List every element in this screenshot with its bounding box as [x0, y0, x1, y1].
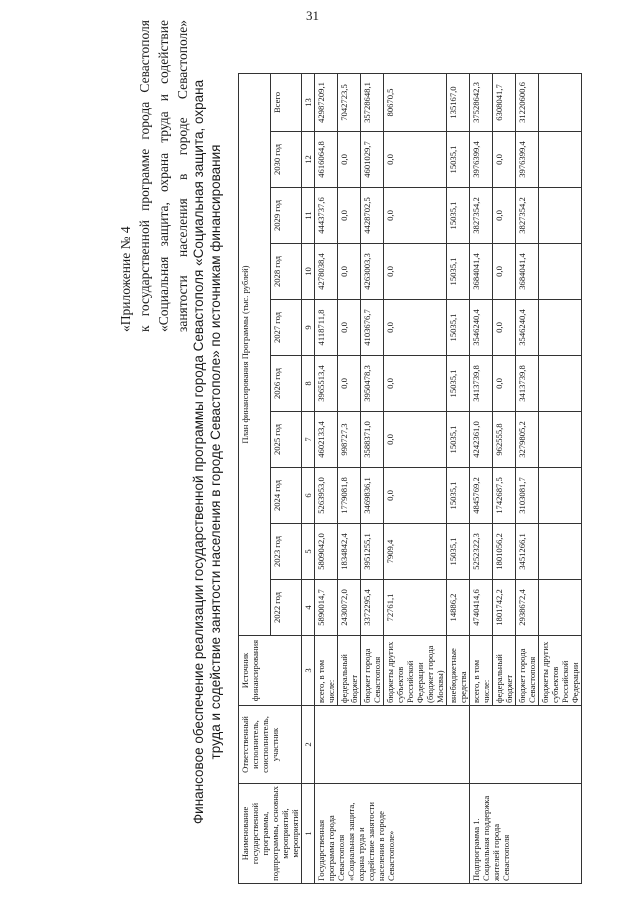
value-cell: 4278038,4 — [315, 244, 338, 300]
value-cell: 3827354,2 — [516, 188, 539, 244]
source-cell: бюджеты других субъектов Российской Федерации — [539, 636, 582, 706]
program-name-cell: Государственная программа города Севастополя «Социальная защита, охрана труда и содействие занятости населения в городе Севастополе» — [315, 784, 470, 884]
value-cell: 15035,1 — [447, 356, 470, 412]
value-cell: 0,0 — [338, 132, 361, 188]
value-cell: 5263953,0 — [315, 468, 338, 524]
value-cell: 5890014,7 — [315, 580, 338, 636]
value-cell: 0,0 — [384, 188, 447, 244]
header-plan: План финансирования Программы (тыс. рублей) — [239, 74, 271, 636]
value-cell: 3279805,2 — [516, 412, 539, 468]
value-cell: 1779081,8 — [338, 468, 361, 524]
value-cell: 0,0 — [338, 300, 361, 356]
value-cell — [539, 524, 582, 580]
value-cell: 4602133,4 — [315, 412, 338, 468]
value-cell — [539, 412, 582, 468]
value-cell: 14886,2 — [447, 580, 470, 636]
index-cell: 12 — [302, 132, 315, 188]
value-cell — [539, 356, 582, 412]
index-cell: 9 — [302, 300, 315, 356]
value-cell: 1834842,4 — [338, 524, 361, 580]
value-cell: 3546240,4 — [516, 300, 539, 356]
value-cell: 0,0 — [384, 356, 447, 412]
index-cell: 1 — [302, 784, 315, 884]
source-cell: всего, в том числе: — [470, 636, 493, 706]
value-cell: 80670,5 — [384, 74, 447, 132]
appendix-line: к государственной программе города Севастополя — [137, 20, 152, 332]
value-cell — [539, 132, 582, 188]
value-cell: 5809042,0 — [315, 524, 338, 580]
value-cell: 15035,1 — [447, 524, 470, 580]
value-cell: 4428702,5 — [361, 188, 384, 244]
financing-table — [238, 73, 582, 884]
value-cell: 3413739,8 — [516, 356, 539, 412]
value-cell — [539, 244, 582, 300]
value-cell: 3684041,4 — [470, 244, 493, 300]
value-cell: 962555,8 — [493, 412, 516, 468]
index-cell: 7 — [302, 412, 315, 468]
value-cell: 3684041,4 — [516, 244, 539, 300]
value-cell: 3372295,4 — [361, 580, 384, 636]
rotated-sheet — [16, 12, 628, 892]
value-cell: 0,0 — [493, 356, 516, 412]
value-cell: 998727,3 — [338, 412, 361, 468]
value-cell: 0,0 — [338, 188, 361, 244]
value-cell: 0,0 — [338, 356, 361, 412]
value-cell: 4740414,6 — [470, 580, 493, 636]
value-cell: 4242361,0 — [470, 412, 493, 468]
heading-line-2: труда и содействие занятости населения в городе Севастополе» по источникам финансирования — [208, 144, 223, 760]
table-row — [315, 74, 338, 884]
index-cell: 8 — [302, 356, 315, 412]
header-name: Наименование государственной программы, подпрограммы, основных мероприятий, мероприятий — [239, 784, 302, 884]
value-cell: 3546240,4 — [470, 300, 493, 356]
document-heading — [190, 22, 224, 882]
header-year: 2025 год — [270, 412, 302, 468]
value-cell: 4443737,6 — [315, 188, 338, 244]
source-cell: бюджет города Севастополя — [516, 636, 539, 706]
value-cell: 15035,1 — [447, 468, 470, 524]
index-row — [302, 74, 315, 884]
value-cell: 0,0 — [493, 132, 516, 188]
value-cell: 5252322,3 — [470, 524, 493, 580]
value-cell: 31220600,6 — [516, 74, 539, 132]
index-cell: 5 — [302, 524, 315, 580]
value-cell: 4616064,8 — [315, 132, 338, 188]
index-cell: 4 — [302, 580, 315, 636]
value-cell: 0,0 — [493, 244, 516, 300]
value-cell: 3469836,1 — [361, 468, 384, 524]
value-cell: 3451266,1 — [516, 524, 539, 580]
header-executor: Ответственный исполнитель, соисполнитель, участник — [239, 706, 302, 784]
value-cell: 3951255,1 — [361, 524, 384, 580]
value-cell: 35728648,1 — [361, 74, 384, 132]
header-source: Источник финансирования — [239, 636, 302, 706]
heading-line-1: Финансовое обеспечение реализации государственной программы города Севастополя «Социальная защита, охрана — [191, 79, 206, 825]
value-cell: 3588371,0 — [361, 412, 384, 468]
value-cell: 1801056,2 — [493, 524, 516, 580]
value-cell: 135167,0 — [447, 74, 470, 132]
value-cell: 4118711,8 — [315, 300, 338, 356]
value-cell: 0,0 — [384, 300, 447, 356]
appendix-line: «Социальная защита, охрана труда и содействие — [156, 20, 171, 332]
value-cell: 0,0 — [338, 244, 361, 300]
value-cell: 3103081,7 — [516, 468, 539, 524]
index-cell: 6 — [302, 468, 315, 524]
header-year: 2027 год — [270, 300, 302, 356]
appendix-line: занятости населения в городе Севастополе» — [175, 20, 190, 332]
value-cell: 6308041,7 — [493, 74, 516, 132]
value-cell: 0,0 — [384, 468, 447, 524]
value-cell: 3413739,8 — [470, 356, 493, 412]
value-cell — [539, 188, 582, 244]
value-cell: 2430072,0 — [338, 580, 361, 636]
value-cell: 0,0 — [384, 244, 447, 300]
value-cell: 0,0 — [493, 188, 516, 244]
program-name-cell: Подпрограмма 1. Социальная поддержка жителей города Севастополя — [470, 784, 582, 884]
value-cell: 4103676,7 — [361, 300, 384, 356]
value-cell: 7909,4 — [384, 524, 447, 580]
header-year: 2023 год — [270, 524, 302, 580]
value-cell: 37528642,3 — [470, 74, 493, 132]
value-cell: 7042723,5 — [338, 74, 361, 132]
value-cell: 3976399,4 — [470, 132, 493, 188]
value-cell: 15035,1 — [447, 244, 470, 300]
value-cell: 0,0 — [384, 412, 447, 468]
header-year: 2026 год — [270, 356, 302, 412]
value-cell: 72761,1 — [384, 580, 447, 636]
header-year: 2022 год — [270, 580, 302, 636]
header-year: 2030 год — [270, 132, 302, 188]
value-cell: 4601029,7 — [361, 132, 384, 188]
source-cell: бюджеты других субъектов Российской Федерации (бюджет города Москвы) — [384, 636, 447, 706]
source-cell: внебюджетные средства — [447, 636, 470, 706]
source-cell: бюджет города Севастополя — [361, 636, 384, 706]
value-cell — [539, 300, 582, 356]
value-cell: 0,0 — [384, 132, 447, 188]
value-cell: 15035,1 — [447, 188, 470, 244]
value-cell: 15035,1 — [447, 300, 470, 356]
value-cell: 2938672,4 — [516, 580, 539, 636]
value-cell: 4263003,3 — [361, 244, 384, 300]
appendix-block — [116, 20, 192, 332]
value-cell — [539, 468, 582, 524]
value-cell: 3965513,4 — [315, 356, 338, 412]
index-cell: 2 — [302, 706, 315, 784]
value-cell: 0,0 — [493, 300, 516, 356]
table-body — [302, 74, 582, 884]
value-cell: 1801742,2 — [493, 580, 516, 636]
value-cell: 3976399,4 — [516, 132, 539, 188]
index-cell: 11 — [302, 188, 315, 244]
table-row — [470, 74, 493, 884]
source-cell: федеральный бюджет — [338, 636, 361, 706]
value-cell: 15035,1 — [447, 412, 470, 468]
value-cell: 15035,1 — [447, 132, 470, 188]
appendix-title: «Приложение № 4 — [118, 226, 133, 332]
value-cell: 4845769,2 — [470, 468, 493, 524]
value-cell: 1742687,5 — [493, 468, 516, 524]
source-cell: всего, в том числе: — [315, 636, 338, 706]
executor-cell — [470, 706, 582, 784]
index-cell: 10 — [302, 244, 315, 300]
value-cell: 3950478,3 — [361, 356, 384, 412]
value-cell: 3827354,2 — [470, 188, 493, 244]
header-year: 2029 год — [270, 188, 302, 244]
value-cell — [539, 74, 582, 132]
index-cell: 13 — [302, 74, 315, 132]
page-number: 31 — [306, 8, 319, 23]
header-year: Всего — [270, 74, 302, 132]
index-cell: 3 — [302, 636, 315, 706]
value-cell — [539, 580, 582, 636]
source-cell: федеральный бюджет — [493, 636, 516, 706]
executor-cell — [315, 706, 470, 784]
value-cell: 42987209,1 — [315, 74, 338, 132]
header-year: 2028 год — [270, 244, 302, 300]
header-year: 2024 год — [270, 468, 302, 524]
